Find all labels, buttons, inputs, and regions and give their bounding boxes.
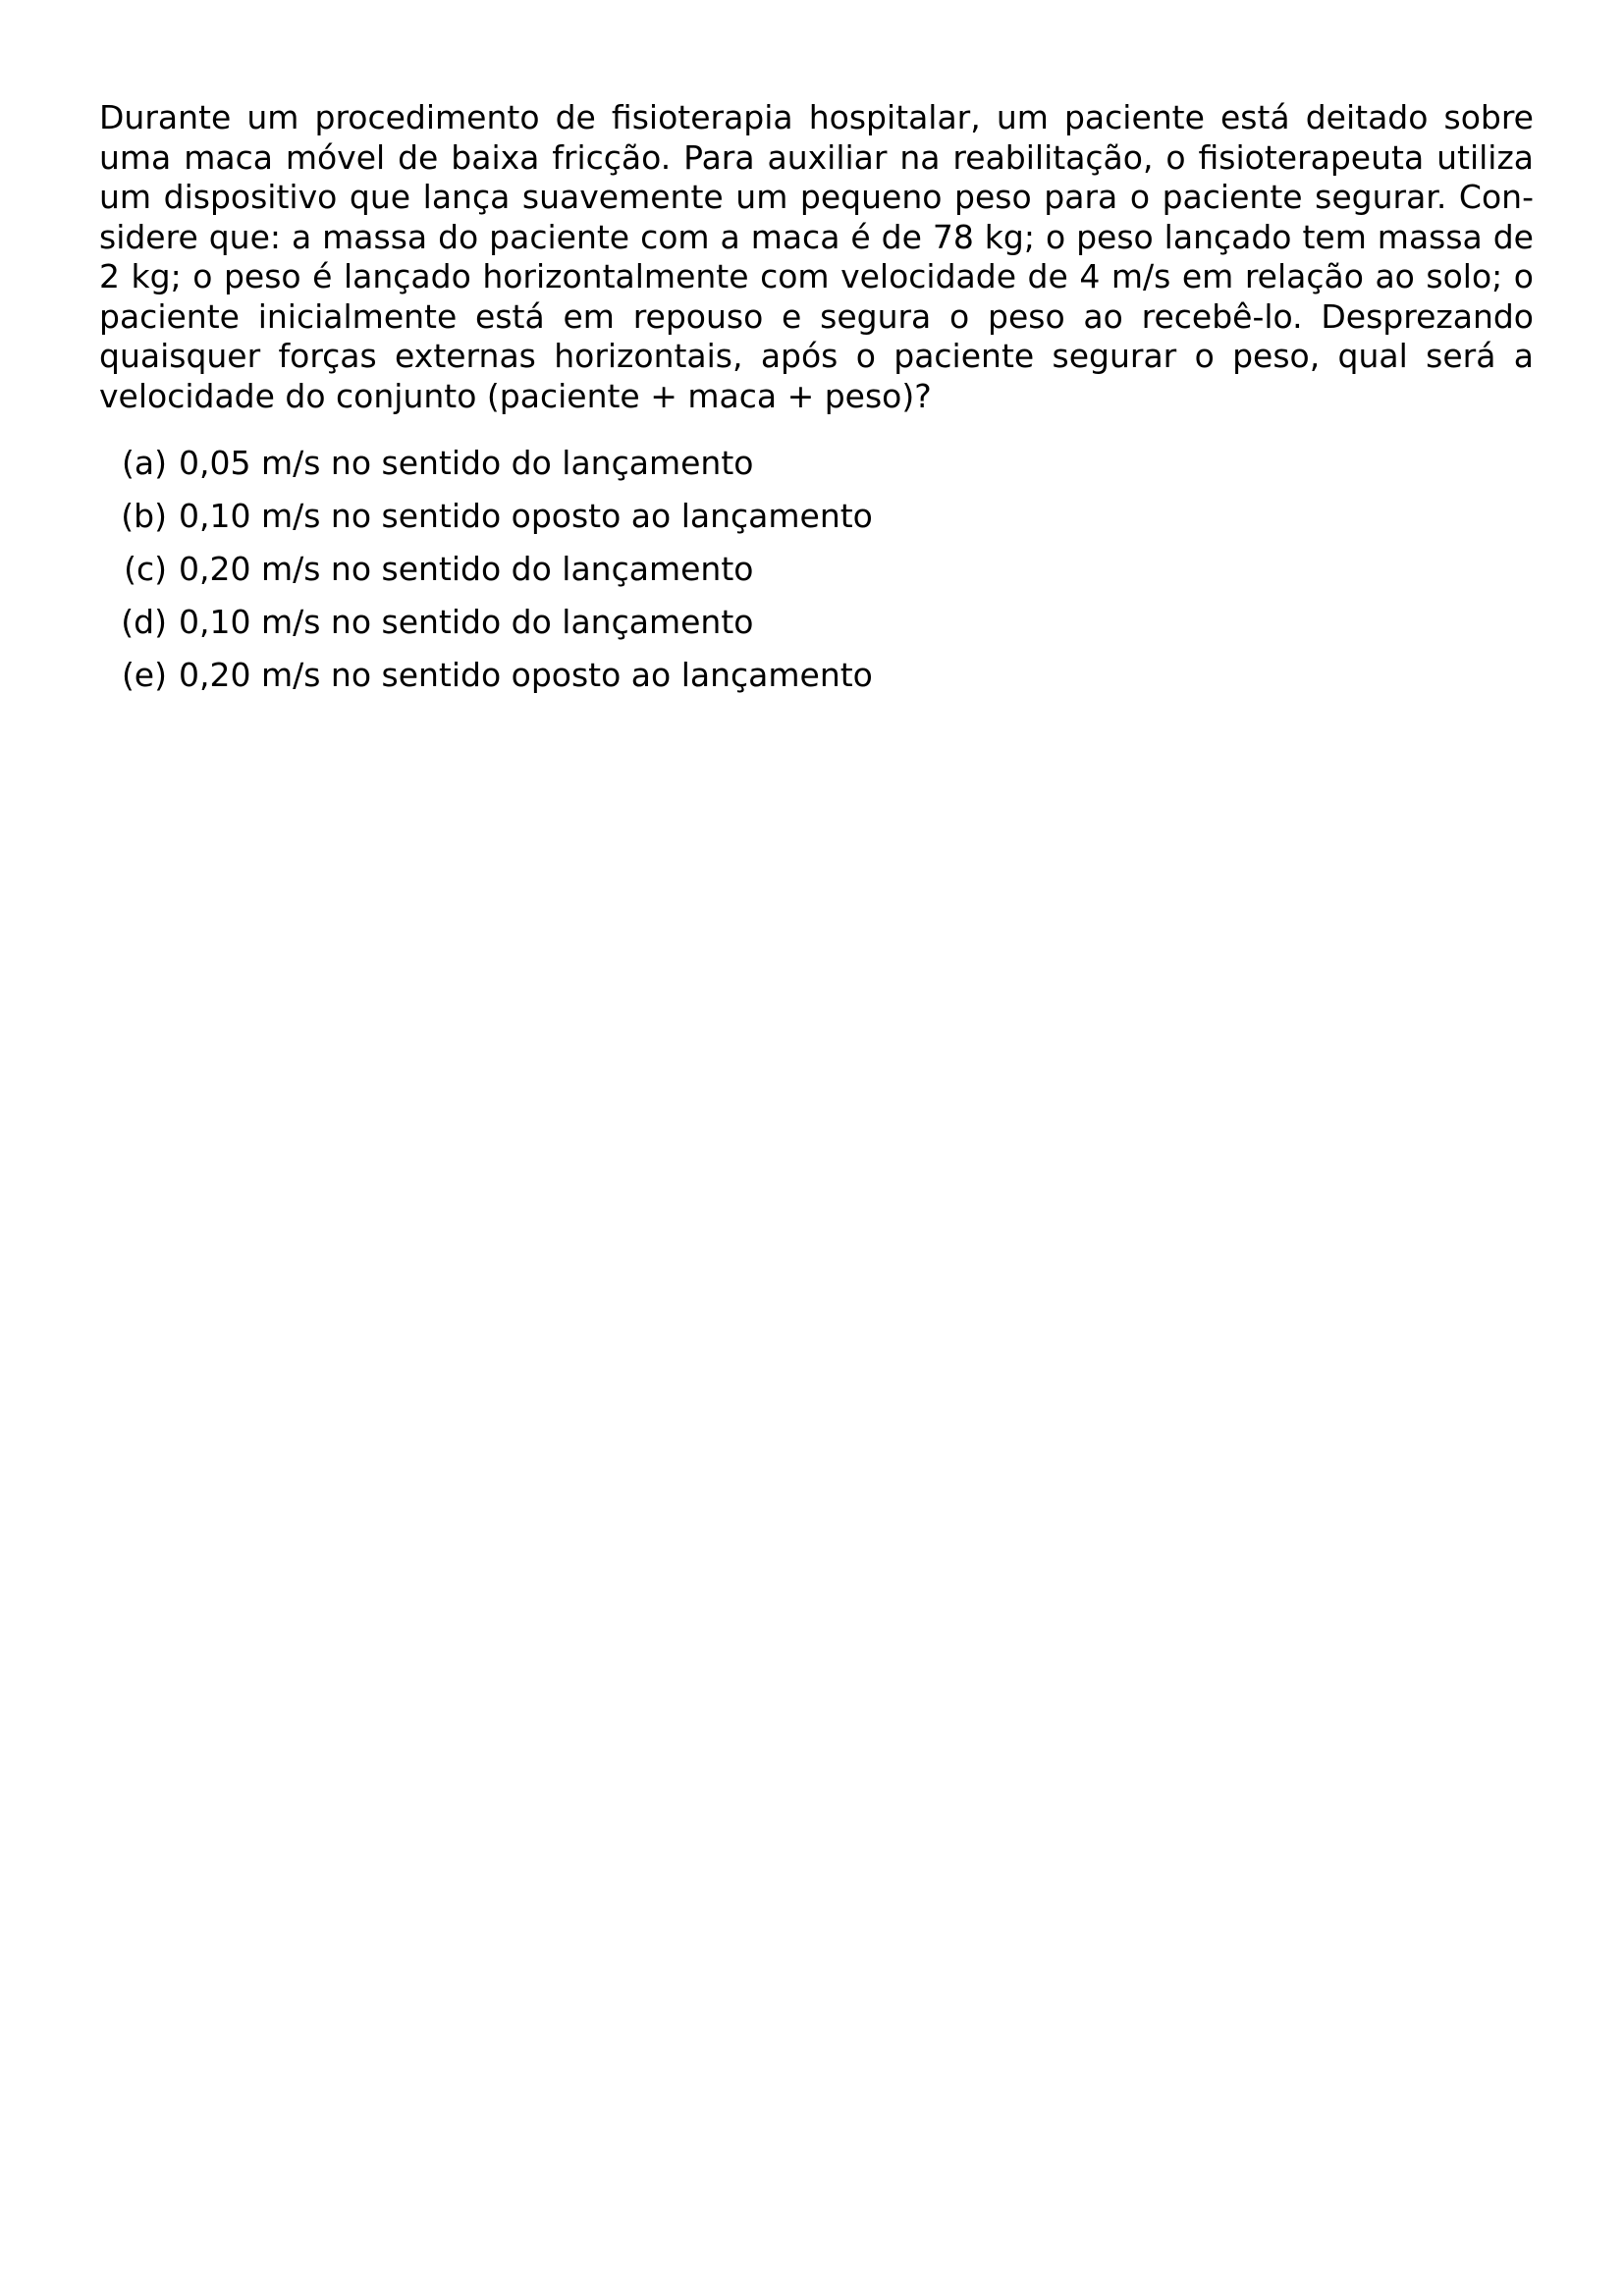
option-letter: (b) — [121, 497, 167, 535]
answer-options — [99, 437, 1534, 702]
option-letter: (c) — [124, 550, 167, 588]
option-c — [99, 543, 1534, 596]
option-a — [99, 437, 1534, 490]
option-text: 0,20 m/s no sentido oposto ao lançamento — [179, 656, 873, 694]
option-text: 0,10 m/s no sentido oposto ao lançamento — [179, 497, 873, 535]
option-text: 0,10 m/s no sentido do lançamento — [179, 603, 754, 641]
option-letter: (d) — [121, 603, 167, 641]
option-b — [99, 490, 1534, 543]
option-d — [99, 596, 1534, 649]
option-text: 0,20 m/s no sentido do lançamento — [179, 550, 754, 588]
question-text: Durante um procedimento de fisioterapia hospitalar, um paciente está deitado sobre uma maca móvel de baixa fricção. Para auxiliar na reabilitação, o fisioterapeuta utiliza um dispositivo que lança suavemente um pequeno peso para o paciente segurar. Considere que: a massa do paciente com a maca é de 78 kg; o peso lançado tem massa de 2 kg; o peso é lançado horizontalmente com velocidade de 4 m/s em relação ao solo; o paciente inicialmente está em repouso e segura o peso ao recebê-lo. Desprezando quaisquer forças externas horizontais, após o paciente segurar o peso, qual será a velocidade do conjunto (paciente + maca + peso)? — [99, 98, 1534, 415]
document-page — [99, 98, 1534, 702]
option-letter: (a) — [122, 444, 167, 482]
option-e — [99, 649, 1534, 702]
option-text: 0,05 m/s no sentido do lançamento — [179, 444, 754, 482]
option-letter: (e) — [121, 656, 167, 694]
